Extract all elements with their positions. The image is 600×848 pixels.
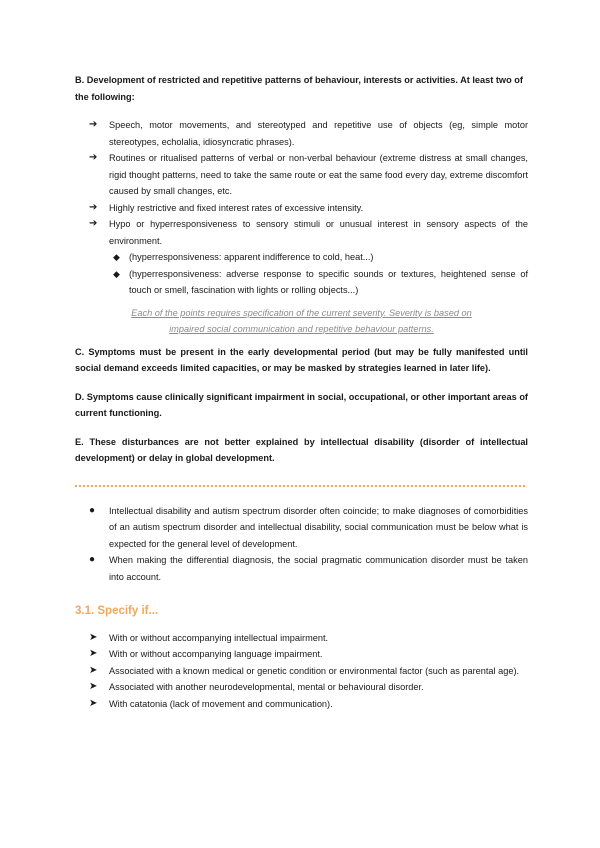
list-item-text: Associated with another neurodevelopmental, mental or behavioural disorder. [109,682,424,692]
arrow-icon: ➔ [89,119,98,130]
list-item-text: Speech, motor movements, and stereotyped and repetitive use of objects (eg, simple motor stereotypes, echolalia, idiosyncratic phrases). [109,120,528,147]
list-item [89,552,528,585]
notes-list [75,503,528,586]
criterion-b-heading: B. Development of restricted and repetitive patterns of behaviour, interests or activities. At least two of the following: [75,75,523,102]
arrow-icon: ➔ [89,152,98,163]
criterion-c: C. Symptoms must be present in the early developmental period (but may be fully manifested until social demand exceeds limited capacities, or may be masked by strategies learned in later life). [75,346,528,373]
document-body [75,72,528,712]
list-item-text: With or without accompanying intellectual impairment. [109,632,329,643]
criterion-b-list [75,117,528,249]
diamond-icon: ◆ [113,268,120,279]
dotted-divider [75,485,525,487]
list-item-text: Hypo or hyperresponsiveness to sensory stimuli or unusual interest in sensory aspects of the environment. [109,219,528,246]
chevron-arrow-icon: ➤ [89,631,98,643]
arrow-icon: ➔ [89,218,98,229]
list-item [89,117,528,150]
list-item-text: (hyperresponsiveness: apparent indifference to cold, heat...) [129,252,374,262]
bullet-icon: ● [89,504,96,516]
list-item [113,266,528,299]
list-item [89,216,528,249]
criterion-d: D. Symptoms cause clinically significant impairment in social, occupational, or other important areas of current functioning. [75,391,528,418]
list-item [89,663,528,680]
list-item [89,150,528,200]
list-item [89,200,528,217]
list-item-text: Highly restrictive and fixed interest rates of excessive intensity. [109,202,364,213]
specify-list [75,630,528,713]
arrow-icon: ➔ [89,201,98,213]
sensory-sublist [75,249,528,299]
chevron-arrow-icon: ➤ [89,681,98,692]
list-item-text: Routines or ritualised patterns of verbal or non-verbal behaviour (extreme distress at small changes, rigid thought patterns, need to take the same route or eat the same food every day, extreme discomfort caused by small changes, etc. [109,153,528,196]
list-item [89,696,528,713]
list-item [113,249,528,266]
list-item-text: With catatonia (lack of movement and communication). [109,698,333,709]
bullet-icon: ● [89,554,96,565]
list-item [89,630,528,647]
list-item-text: Associated with a known medical or genetic condition or environmental factor (such as parental age). [109,665,520,676]
chevron-arrow-icon: ➤ [89,664,98,676]
list-item [89,503,528,553]
list-item [89,646,528,663]
severity-note: Each of the points requires specification of the current severity. Severity is based on impaired social communication and repetitive behaviour patterns. [131,307,472,334]
list-item-text: Intellectual disability and autism spectrum disorder often coincide; to make diagnoses of comorbidities of an autism spectrum disorder and intellectual disability, social communication must be below what is expected for the general level of development. [109,505,528,549]
chevron-arrow-icon: ➤ [89,697,98,709]
list-item-text: When making the differential diagnosis, the social pragmatic communication disorder must be taken into account. [109,555,528,582]
chevron-arrow-icon: ➤ [89,648,98,659]
list-item-text: (hyperresponsiveness: adverse response to specific sounds or textures, heightened sense of touch or smell, fascination with lights or rolling objects...) [129,268,528,295]
list-item [89,679,528,696]
list-item-text: With or without accompanying language impairment. [109,649,323,659]
section-title: 3.1. Specify if... [75,605,159,617]
criterion-e: E. These disturbances are not better explained by intellectual disability (disorder of intellectual development) or delay in global development. [75,436,528,463]
diamond-icon: ◆ [113,252,120,262]
